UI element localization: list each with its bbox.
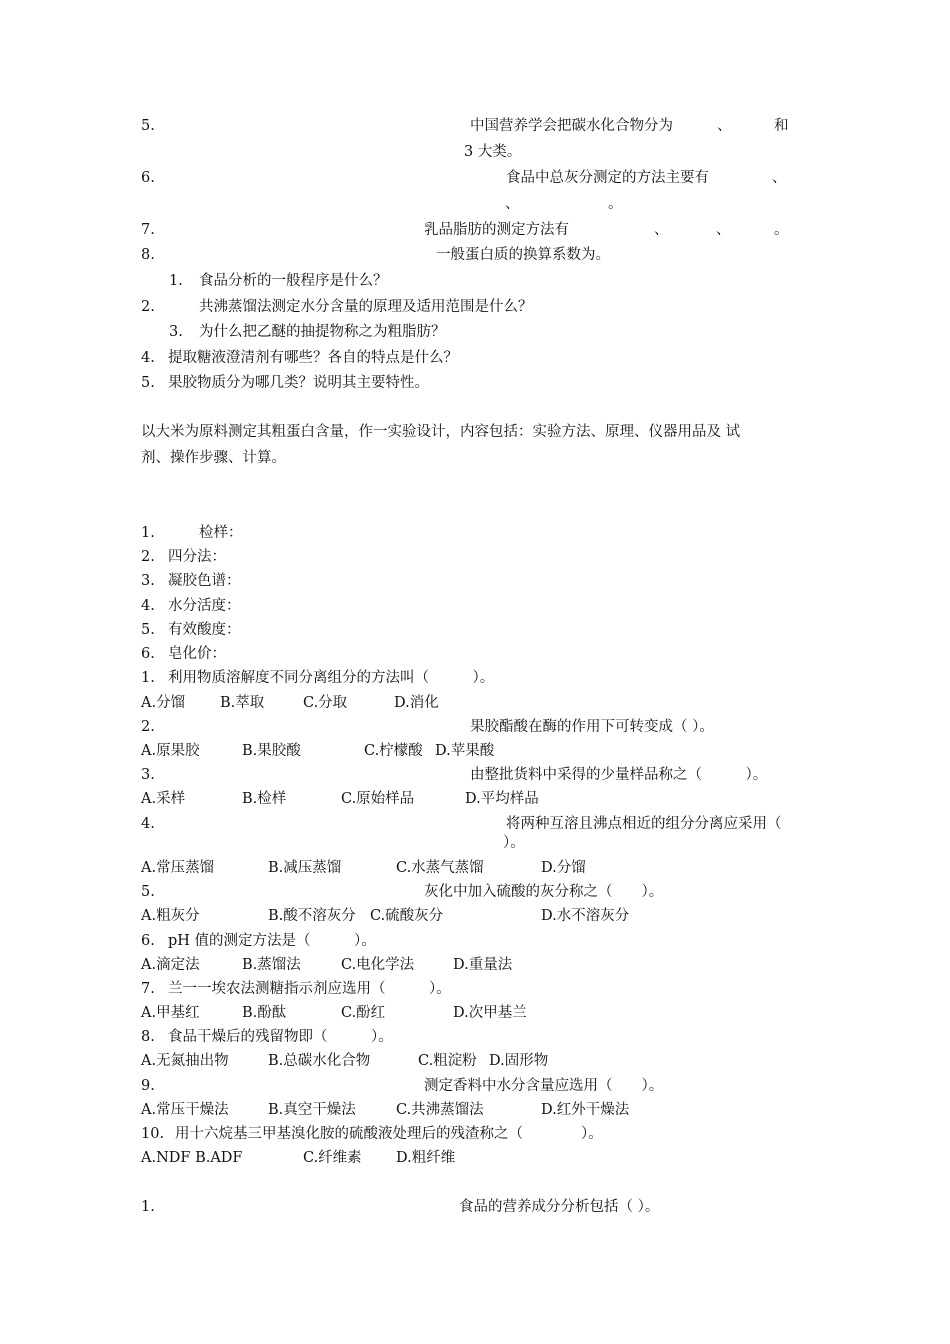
blank-separator: 、 [717, 118, 732, 134]
question-number: 3. [169, 324, 183, 340]
choice-option: C.水蒸气蒸馏 [396, 860, 484, 876]
question-text: 果胶物质分为哪几类？说明其主要特性。 [168, 375, 429, 391]
choice-option: D.水不溶灰分 [541, 908, 630, 924]
choice-option: C.原始样品 [341, 791, 415, 807]
choice-option: D.苹果酸 [435, 743, 495, 759]
question-number: 4. [141, 816, 155, 832]
choice-option: C.电化学法 [341, 957, 415, 973]
question-text: 为什么把乙醚的抽提物称之为粗脂肪？ [199, 324, 446, 340]
question-number: 5. [141, 375, 155, 391]
question-stem: 食品的营养成分分析包括（ ）。 [459, 1199, 660, 1215]
choice-option: D.重量法 [453, 957, 513, 973]
choice-option: A.甲基红 [141, 1005, 200, 1021]
question-number: 9. [141, 1078, 155, 1094]
question-text: 以大米为原料测定其粗蛋白含量，作一实验设计，内容包括：实验方法、原理、仪器用品及 试 [141, 424, 741, 440]
question-text: 剂、操作步骤、计算。 [141, 450, 286, 466]
choice-option: B.真空干燥法 [268, 1102, 356, 1118]
question-stem: 兰一一埃农法测糖指示剂应选用（ ）。 [168, 981, 451, 997]
choice-option: C.硫酸灰分 [370, 908, 444, 924]
question-number: 2. [141, 549, 155, 565]
question-text: 食品分析的一般程序是什么？ [199, 273, 388, 289]
choice-option: B.减压蒸馏 [268, 860, 342, 876]
question-stem: ）。 [503, 835, 525, 851]
term-text: 皂化价： [168, 646, 226, 662]
blank-separator: 、 [505, 196, 520, 212]
term-text: 有效酸度： [168, 622, 241, 638]
question-number: 1. [141, 1199, 155, 1215]
choice-option: D.次甲基兰 [453, 1005, 527, 1021]
question-stem: 利用物质溶解度不同分离组分的方法叫（ ）。 [168, 670, 495, 686]
question-number: 1. [141, 525, 155, 541]
question-stem: 由整批货料中采得的少量样品称之（ ）。 [470, 767, 768, 783]
term-text: 四分法： [168, 549, 226, 565]
question-number: 6. [141, 933, 155, 949]
question-number: 2. [141, 299, 155, 315]
question-text: 中国营养学会把碳水化合物分为 [470, 118, 673, 134]
question-number: 1. [141, 670, 155, 686]
choice-option: B.果胶酸 [242, 743, 301, 759]
choice-option: C.粗淀粉 [418, 1053, 477, 1069]
question-text: 一般蛋白质的换算系数为。 [436, 247, 610, 263]
question-stem: 食品干燥后的残留物即（ ）。 [168, 1029, 393, 1045]
question-number: 7. [141, 981, 155, 997]
choice-option: B.总碳水化合物 [268, 1053, 371, 1069]
question-number: 4. [141, 598, 155, 614]
choice-option: B.酸不溶灰分 [268, 908, 356, 924]
question-number: 3. [141, 767, 155, 783]
choice-option: A.分馏 [141, 695, 186, 711]
question-stem: 果胶酯酸在酶的作用下可转变成（ ）。 [470, 719, 714, 735]
question-number: 8. [141, 1029, 155, 1045]
choice-option: C.纤维素 [303, 1150, 362, 1166]
question-stem: pH 值的测定方法是（ ）。 [168, 933, 376, 949]
choice-option: D.红外干燥法 [541, 1102, 630, 1118]
question-number: 6. [141, 170, 155, 186]
question-text: 共沸蒸馏法测定水分含量的原理及适用范围是什么？ [199, 299, 533, 315]
choice-option: C.分取 [303, 695, 348, 711]
choice-option: D.固形物 [489, 1053, 549, 1069]
question-text: 食品中总灰分测定的方法主要有 [506, 170, 709, 186]
question-number: 2. [141, 719, 155, 735]
blank-separator: 和 [774, 118, 789, 134]
choice-option: A.常压蒸馏 [141, 860, 215, 876]
choice-option: D.平均样品 [465, 791, 539, 807]
question-number: 10. [141, 1126, 165, 1142]
question-stem: 用十六烷基三甲基溴化胺的硫酸液处理后的残渣称之（ ）。 [175, 1126, 603, 1142]
blank-separator: 、 [654, 222, 669, 238]
choice-option: D.消化 [394, 695, 439, 711]
term-text: 水分活度： [168, 598, 241, 614]
choice-option: C.柠檬酸 [364, 743, 423, 759]
term-text: 检样： [199, 525, 243, 541]
question-text: 3 大类。 [464, 144, 522, 160]
choice-option: A.无氮抽出物 [141, 1053, 229, 1069]
question-number: 4. [141, 350, 155, 366]
choice-option: D.分馏 [541, 860, 586, 876]
choice-option: A.常压干燥法 [141, 1102, 229, 1118]
choice-option: B.检样 [242, 791, 287, 807]
question-stem: 测定香料中水分含量应选用（ ）。 [424, 1078, 664, 1094]
choice-option: B.萃取 [220, 695, 265, 711]
question-text: 乳品脂肪的测定方法有 [424, 222, 569, 238]
blank-separator: 。 [608, 196, 623, 212]
question-number: 1. [169, 273, 183, 289]
choice-option: A.NDF B.ADF [141, 1150, 243, 1166]
choice-option: D.粗纤维 [396, 1150, 456, 1166]
question-number: 7. [141, 222, 155, 238]
choice-option: C.酚红 [341, 1005, 386, 1021]
choice-option: B.蒸馏法 [242, 957, 301, 973]
choice-option: C.共沸蒸馏法 [396, 1102, 484, 1118]
choice-option: A.滴定法 [141, 957, 200, 973]
choice-option: A.采样 [141, 791, 186, 807]
blank-separator: 。 [774, 222, 789, 238]
question-number: 8. [141, 247, 155, 263]
choice-option: A.原果胶 [141, 743, 200, 759]
question-text: 提取糖液澄清剂有哪些？各自的特点是什么？ [168, 350, 458, 366]
choice-option: A.粗灰分 [141, 908, 200, 924]
question-number: 6. [141, 646, 155, 662]
question-number: 5. [141, 118, 155, 134]
choice-option: B.酚酞 [242, 1005, 287, 1021]
question-number: 3. [141, 573, 155, 589]
term-text: 凝胶色谱： [168, 573, 241, 589]
question-number: 5. [141, 622, 155, 638]
question-number: 5. [141, 884, 155, 900]
question-stem: 将两种互溶且沸点相近的组分分离应采用（ [506, 816, 782, 832]
blank-separator: 、 [716, 222, 731, 238]
question-stem: 灰化中加入硫酸的灰分称之（ ）。 [424, 884, 664, 900]
blank-separator: 、 [772, 170, 787, 186]
